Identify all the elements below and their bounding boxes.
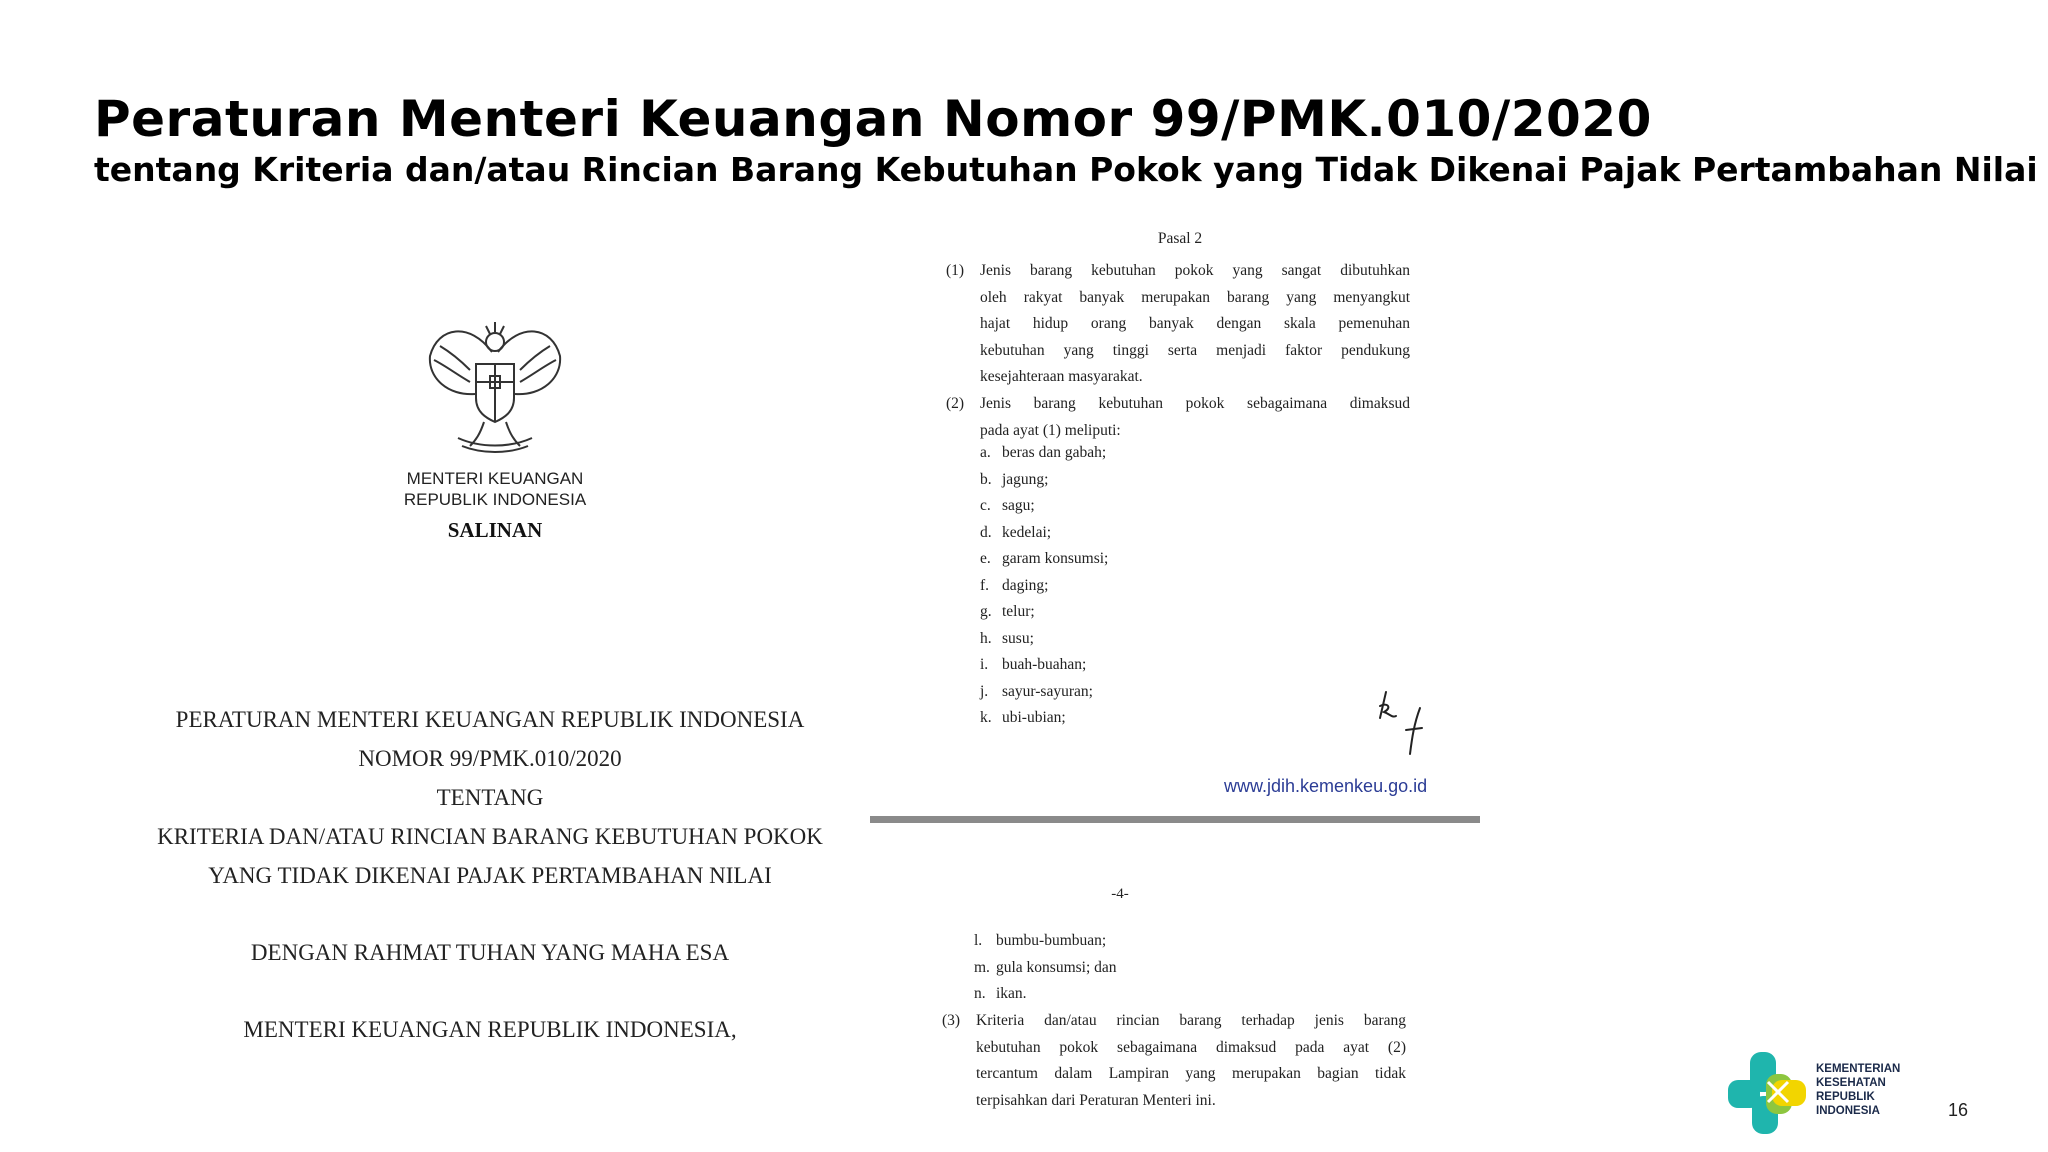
list-item: h. susu; (980, 629, 1034, 647)
cover-line-1: PERATURAN MENTERI KEUANGAN REPUBLIK INDONESIA (175, 707, 805, 732)
ayat-2-number: (2) (946, 395, 965, 412)
ministry-line-2: REPUBLIK INDONESIA (403, 490, 587, 509)
ayat-1-line: hajat hidup orang banyak dengan skala pemenuhan (980, 315, 1410, 332)
ayat-1-line: kebutuhan yang tinggi serta menjadi faktor pendukung (980, 341, 1410, 359)
ayat-2-line: pada ayat (1) meliputi: (980, 421, 1121, 439)
page-divider (870, 816, 1480, 823)
list-item: j. sayur-sayuran; (980, 682, 1093, 700)
list-item: n. ikan. (974, 985, 1027, 1002)
page-number: -4- (1111, 886, 1129, 902)
list-item: a. beras dan gabah; (980, 444, 1107, 461)
logo-line: KESEHATAN (1816, 1077, 1886, 1089)
regulation-cover-text (120, 700, 860, 1049)
list-item: d. kedelai; (980, 523, 1052, 541)
cover-line-7: MENTERI KEUANGAN REPUBLIK INDONESIA, (243, 1017, 737, 1042)
list-item: i. buah-buahan; (980, 656, 1087, 673)
salinan-label: SALINAN (447, 518, 543, 542)
kemenkes-logo-icon (1728, 1052, 1806, 1134)
slide-subtitle: tentang Kriteria dan/atau Rincian Barang Kebutuhan Pokok yang Tidak Dikenai Pajak Pertambahan Nilai (94, 150, 2038, 189)
ayat-1-line: kesejahteraan masyarakat. (980, 368, 1143, 385)
cover-line-6: DENGAN RAHMAT TUHAN YANG MAHA ESA (250, 940, 730, 965)
cover-line-5: YANG TIDAK DIKENAI PAJAK PERTAMBAHAN NILAI (208, 863, 772, 888)
logo-line: KEMENTERIAN (1816, 1063, 1901, 1075)
list-item: c. sagu; (980, 497, 1035, 514)
ayat-3-line: kebutuhan pokok sebagaimana dimaksud pada ayat (2) (976, 1038, 1406, 1056)
list-item: m. gula konsumsi; dan (974, 958, 1117, 976)
list-item: k. ubi-ubian; (980, 709, 1066, 726)
logo-line: INDONESIA (1816, 1105, 1880, 1117)
list-item: f. daging; (980, 576, 1049, 594)
ayat-1-text (980, 258, 1410, 391)
ayat-1-line: oleh rakyat banyak merupakan barang yang menyangkut (980, 288, 1410, 306)
ayat-3-line: Kriteria dan/atau rincian barang terhadap jenis barang (976, 1012, 1406, 1029)
ayat-3-number: (3) (942, 1012, 961, 1029)
ayat-1-number: (1) (946, 262, 965, 279)
jdih-url-link[interactable]: www.jdih.kemenkeu.go.id (1224, 776, 1428, 796)
list-item: l. bumbu-bumbuan; (974, 932, 1107, 949)
slide-title: Peraturan Menteri Keuangan Nomor 99/PMK.010/2020 (94, 90, 1652, 148)
cover-line-3: TENTANG (436, 785, 544, 810)
ayat-2-text (980, 391, 1410, 444)
pasal-heading: Pasal 2 (1157, 230, 1203, 247)
ayat-3-text (976, 1008, 1406, 1114)
kemenkes-logo-text (1816, 1062, 1900, 1118)
ministry-header (360, 468, 630, 510)
garuda-emblem-icon (420, 312, 570, 460)
ayat-1-line: Jenis barang kebutuhan pokok yang sangat dibutuhkan (980, 262, 1410, 279)
goods-list-continued (974, 928, 1117, 1008)
initials-signature-icon (1370, 688, 1430, 758)
logo-line: REPUBLIK (1816, 1091, 1875, 1103)
list-item: e. garam konsumsi; (980, 550, 1109, 567)
cover-line-2: NOMOR 99/PMK.010/2020 (358, 746, 622, 771)
ayat-2-line: Jenis barang kebutuhan pokok sebagaimana dimaksud (980, 395, 1410, 412)
cover-line-4: KRITERIA DAN/ATAU RINCIAN BARANG KEBUTUHAN POKOK (157, 824, 823, 849)
slide-number: 16 (1948, 1100, 1969, 1120)
ayat-3-line: terpisahkan dari Peraturan Menteri ini. (976, 1091, 1216, 1109)
ayat-3-line: tercantum dalam Lampiran yang merupakan bagian tidak (976, 1065, 1406, 1082)
ministry-line-1: MENTERI KEUANGAN (406, 469, 584, 488)
list-item: b. jagung; (980, 470, 1049, 488)
list-item: g. telur; (980, 603, 1035, 620)
goods-list (980, 440, 1108, 732)
